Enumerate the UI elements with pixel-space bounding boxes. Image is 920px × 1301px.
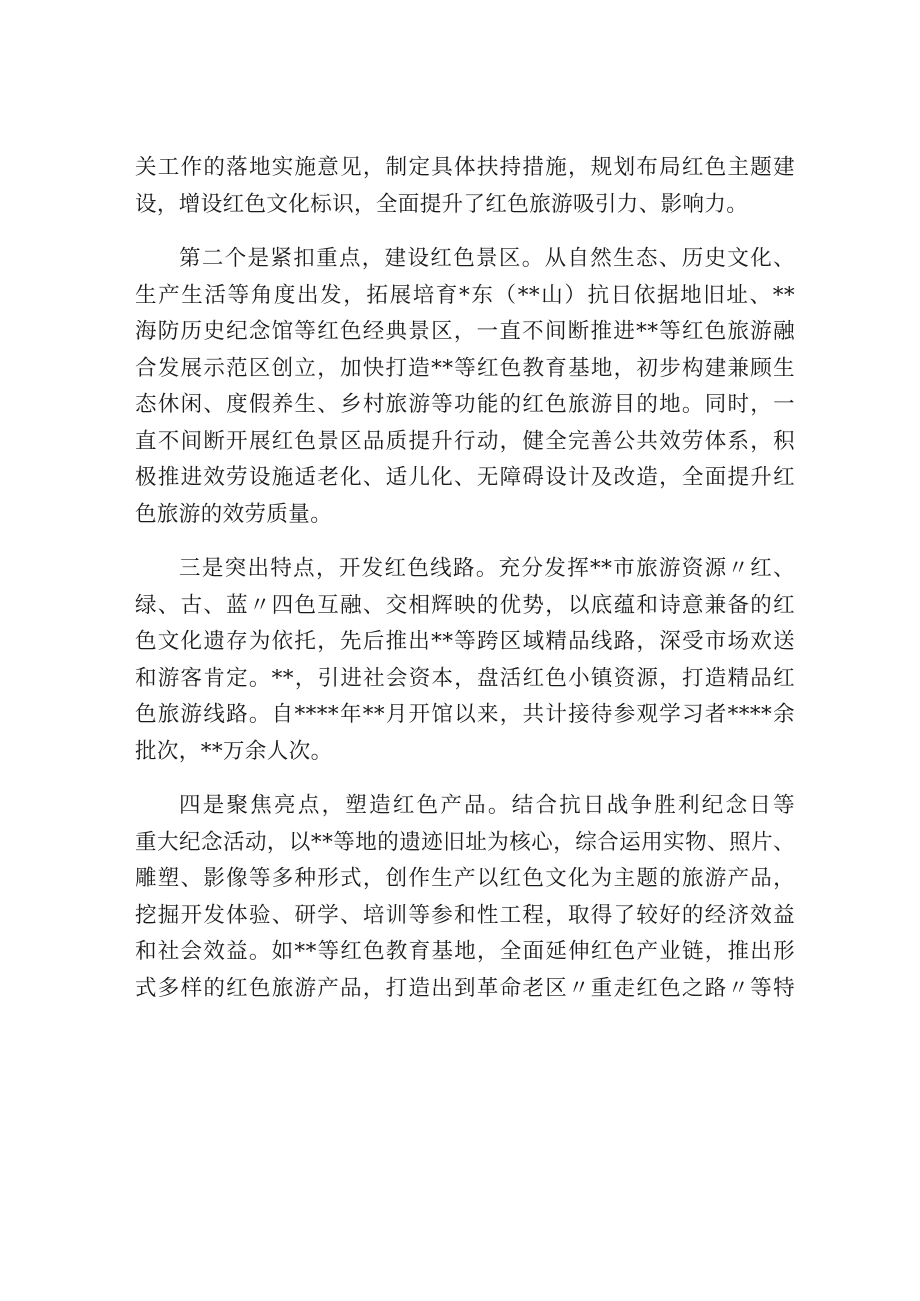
text-line: 极推进效劳设施适老化、适儿化、无障碍设计及改造，全面提升红 [135,465,795,490]
text-line: 生产生活等角度出发，拓展培育*东（**山）抗日依据地旧址、** [135,282,795,308]
text-line: 关工作的落地实施意见，制定具体扶持措施，规划布局红色主题建 [135,155,795,180]
text-line: 态休闲、度假养生、乡村旅游等功能的红色旅游目的地。同时，一 [135,392,795,417]
text-line: 批次，**万余人次。 [135,738,333,764]
paragraph-4 [135,788,795,1007]
text-line: 设，增设红色文化标识，全面提升了红色旅游吸引力、影响力。 [135,191,749,217]
text-line: 色旅游线路。自****年**月开馆以来，共计接待参观学习者****余 [135,702,795,727]
text-line: 式多样的红色旅游产品，打造出到革命老区〃重走红色之路〃等特 [135,975,795,1001]
text-line: 雕塑、影像等多种形式，创作生产以红色文化为主题的旅游产品， [135,866,795,891]
document-page [135,150,795,1025]
text-line: 第二个是紧扣重点，建设红色景区。从自然生态、历史文化、 [179,246,795,271]
text-line: 直不间断开展红色景区品质提升行动，健全完善公共效劳体系，积 [135,428,795,454]
paragraph-1 [135,150,795,223]
text-line: 海防历史纪念馆等红色经典景区，一直不间断推进**等红色旅游融 [135,319,795,344]
text-line: 和社会效益。如**等红色教育基地，全面延伸红色产业链，推出形 [135,939,795,964]
text-line: 和游客肯定。**，引进社会资本，盘活红色小镇资源，打造精品红 [135,665,795,691]
text-line: 三是突出特点，开发红色线路。充分发挥**市旅游资源〃红、 [179,556,795,581]
text-line: 色文化遗存为依托，先后推出**等跨区域精品线路，深受市场欢送 [135,629,795,654]
text-line: 合发展示范区创立，加快打造**等红色教育基地，初步构建兼顾生 [135,355,795,381]
text-line: 绿、古、蓝〃四色互融、交相辉映的优势，以底蕴和诗意兼备的红 [135,592,795,618]
text-line: 挖掘开发体验、研学、培训等参和性工程，取得了较好的经济效益 [135,902,795,928]
text-line: 四是聚焦亮点，塑造红色产品。结合抗日战争胜利纪念日等 [179,793,795,818]
paragraph-2 [135,241,795,533]
paragraph-3 [135,551,795,770]
text-line: 色旅游的效劳质量。 [135,501,333,527]
text-line: 重大纪念活动，以**等地的遗迹旧址为核心，综合运用实物、照片、 [135,829,795,855]
